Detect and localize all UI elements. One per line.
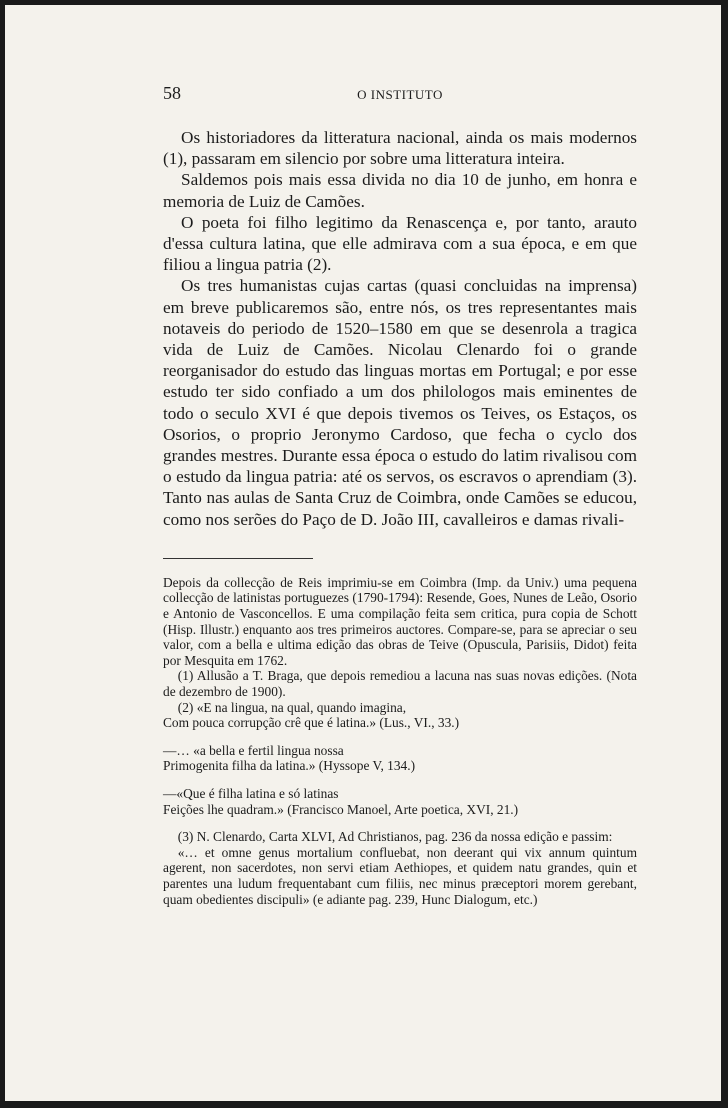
footnote-divider <box>163 558 313 559</box>
footnote-2-verse: Feições lhe quadram.» (Francisco Manoel, Arte poetica, XVI, 21.) <box>163 801 519 817</box>
paragraph: Saldemos pois mais essa divida no dia 10 de junho, em honra e memoria de Luiz de Camões. <box>163 170 637 211</box>
footnotes <box>163 575 637 907</box>
footnote-2-verse-group <box>163 786 637 817</box>
footnote-2-verse-group <box>163 743 637 774</box>
paragraph: O poeta foi filho legitimo da Renascença e, por tanto, arauto d'essa cultura latina, que elle admirava com a sua época, e em que filiou a lingua patria (2). <box>163 212 637 275</box>
footnote-3: (3) N. Clenardo, Carta XLVI, Ad Christianos, pag. 236 da nossa edição e passim: <box>177 829 613 845</box>
footnote-2-verse: Primogenita filha da latina.» (Hyssope V, 134.) <box>163 758 416 774</box>
footnote-1: (1) Allusão a T. Braga, que depois remediou a lacuna nas suas novas edições. (Nota de dezembro de 1900). <box>163 668 637 700</box>
footnote-3-quote: «… et omne genus mortalium confluebat, non deerant qui vix annum quintum agerent, non sacerdotes, non servi etiam Aethiopes, et quidem natu grandes, quin et parentes una ludum frequentabant cum filiis, nec minus præceptori morem gerebant, quam obedientes discipuli» (e adiante pag. 239, Hunc Dialogum, etc.) <box>163 844 637 907</box>
running-title: O INSTITUTO <box>357 87 443 102</box>
paragraph: Os historiadores da litteratura nacional, ainda os mais modernos (1), passaram em silencio por sobre uma litteratura inteira. <box>163 128 637 169</box>
footnote-2-verse: Com pouca corrupção crê que é latina.» (Lus., VI., 33.) <box>163 715 460 731</box>
footnote-2-verse: —«Que é filha latina e só latinas <box>163 785 339 801</box>
page-header <box>163 83 637 111</box>
paragraph: Os tres humanistas cujas cartas (quasi concluidas na imprensa) em breve publicaremos são, entre nós, os tres representantes mais notaveis do periodo de 1520–1580 em que se desenrola a tragica vida de Luiz de Camões. Nicolau Clenardo foi o grande reorganisador do estudo das linguas mortas em Portugal; e por esse estudo ter sido confiado a um dos philologos mais eminentes de todo o seculo XVI é que depois tivemos os Teives, os Estaços, os Osorios, o proprio Jeronymo Cardoso, que fecha o cyclo dos grandes mestres. Durante essa época o estudo do latim rivalisou com o estudo da lingua patria: até os servos, os escravos o aprendiam (3). Tanto nas aulas de Santa Cruz de Coimbra, onde Camões se educou, como nos serões do Paço de D. João III, cavalleiros e damas rivali- <box>163 276 637 529</box>
footnote-2-verse: —… «a bella e fertil lingua nossa <box>163 742 344 758</box>
main-text <box>163 127 637 530</box>
page-content <box>163 83 637 907</box>
footnote-2-line: (2) «E na lingua, na qual, quando imagina, <box>177 699 407 715</box>
footnote-intro: Depois da collecção de Reis imprimiu-se em Coimbra (Imp. da Univ.) uma pequena collecção de latinistas portuguezes (1790-1794): Resende, Goes, Nunes de Leão, Osorio e Antonio de Vasconcellos. E uma compilação feita sem critica, pura copia de Schott (Hisp. Illustr.) enquanto aos tres primeiros auctores. Compare-se, para se apreciar o seu valor, com a bella e ultima edição das obras de Teive (Opuscula, Parisiis, Didot) feita por Mesquita em 1762. <box>163 574 637 668</box>
page-number: 58 <box>163 83 181 103</box>
book-page <box>5 5 721 1101</box>
